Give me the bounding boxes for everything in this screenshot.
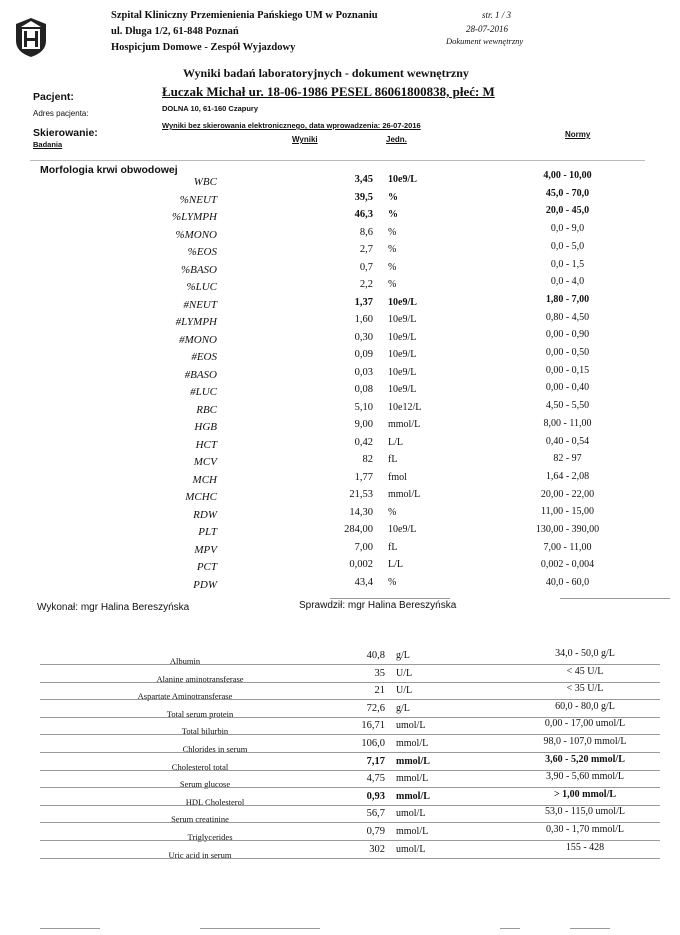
test-value: 0,03: [354, 366, 373, 378]
test-norm: 20,0 - 45,0: [545, 205, 590, 217]
test-unit: 10e9/L: [388, 331, 417, 343]
test-unit: 10e9/L: [388, 174, 417, 185]
test-unit: %: [388, 506, 397, 518]
test-name: Total serum protein: [166, 708, 234, 719]
divider: [330, 598, 450, 599]
referral-label: Skierowanie:: [33, 127, 98, 139]
test-norm: 11,00 - 15,00: [541, 506, 594, 518]
test-value: 302: [369, 843, 385, 855]
test-norm: < 45 U/L: [566, 665, 604, 677]
test-norm: 3,90 - 5,60 mmol/L: [545, 771, 625, 783]
column-jedn: Jedn.: [386, 135, 407, 144]
test-unit: mmol/L: [396, 755, 430, 767]
test-norm: 0,0 - 1,5: [550, 258, 585, 270]
test-name: %BASO: [180, 263, 217, 276]
test-unit: U/L: [396, 685, 413, 697]
row-divider: [40, 858, 660, 859]
test-unit: %: [388, 209, 398, 220]
test-unit: U/L: [396, 667, 413, 679]
test-value: 7,17: [366, 755, 385, 767]
test-norm: 0,00 - 0,15: [545, 364, 590, 376]
test-unit: 10e9/L: [388, 349, 417, 360]
test-unit: fL: [388, 454, 398, 465]
test-value: 72,6: [366, 702, 385, 714]
column-normy: Normy: [565, 130, 591, 139]
test-unit: 10e9/L: [388, 296, 417, 308]
test-value: 1,60: [354, 314, 373, 325]
test-name: Chlorides in serum: [182, 744, 248, 754]
test-value: 1,37: [354, 296, 373, 308]
test-name: MCHC: [185, 491, 217, 503]
test-name: %LYMPH: [171, 211, 217, 223]
test-norm: 53,0 - 115,0 umol/L: [545, 806, 625, 818]
morphology-title: Morfologia krwi obwodowej: [40, 164, 178, 176]
test-norm: 0,40 - 0,54: [545, 435, 590, 447]
divider: [560, 598, 670, 599]
test-name: %MONO: [175, 228, 217, 241]
test-value: 0,30: [354, 331, 373, 343]
test-value: 46,3: [354, 209, 373, 220]
test-unit: mmol/L: [388, 489, 421, 500]
test-name: Aspartate Aminotransferase: [137, 691, 233, 702]
column-badania: Badania: [33, 140, 63, 149]
test-value: 21: [374, 685, 385, 697]
page-number: str. 1 / 3: [482, 10, 512, 20]
test-value: 43,4: [354, 576, 373, 588]
test-name: Total bilurbin: [181, 726, 229, 737]
test-value: 0,08: [354, 384, 373, 395]
test-unit: umol/L: [396, 720, 426, 732]
test-value: 0,09: [354, 349, 373, 360]
test-norm: 8,00 - 11,00: [543, 417, 592, 429]
test-name: MPV: [194, 543, 217, 556]
test-norm: 98,0 - 107,0 mmol/L: [543, 736, 627, 747]
test-name: PLT: [198, 526, 217, 538]
test-norm: 0,0 - 9,0: [550, 223, 585, 235]
test-norm: 45,0 - 70,0: [545, 187, 590, 199]
test-unit: 10e12/L: [388, 401, 422, 413]
test-name: HCT: [195, 438, 217, 451]
test-norm: 3,60 - 5,20 mmol/L: [545, 753, 625, 765]
test-unit: %: [388, 191, 398, 203]
institution-address: ul. Długa 1/2, 61-848 Poznań: [111, 26, 239, 37]
hospital-logo: [9, 15, 53, 59]
test-name: HDL Cholesterol: [185, 796, 245, 807]
institution-name: Szpital Kliniczny Przemienienia Pańskiego UM w Poznaniu: [111, 10, 378, 21]
divider: [570, 928, 610, 929]
test-name: #BASO: [184, 368, 217, 381]
referral-value: Wyniki bez skierowania elektronicznego, data wprowadzenia: 26-07-2016: [162, 121, 421, 130]
test-norm: < 35 U/L: [566, 683, 604, 695]
test-name: Uric acid in serum: [168, 849, 232, 860]
test-name: RDW: [193, 508, 217, 521]
test-unit: 10e9/L: [388, 524, 417, 535]
test-value: 4,75: [366, 773, 385, 785]
test-norm: 155 - 428: [565, 841, 605, 853]
test-norm: 40,0 - 60,0: [545, 577, 590, 589]
test-norm: 130,00 - 390,00: [535, 524, 600, 535]
test-name: #EOS: [191, 351, 217, 363]
test-unit: mmol/L: [396, 738, 429, 749]
test-unit: 10e9/L: [388, 366, 417, 378]
test-name: MCV: [193, 456, 217, 468]
test-value: 106,0: [361, 738, 385, 749]
test-name: #MONO: [179, 333, 217, 346]
test-name: Serum glucose: [179, 779, 231, 790]
test-unit: %: [388, 244, 397, 255]
test-value: 7,00: [354, 541, 373, 553]
department-name: Hospicjum Domowe - Zespół Wyjazdowy: [111, 42, 296, 53]
patient-address: DOLNA 10, 61-160 Czapury: [162, 104, 259, 113]
test-norm: 0,80 - 4,50: [545, 311, 590, 323]
test-value: 2,7: [359, 244, 373, 255]
test-name: RBC: [196, 403, 217, 416]
test-unit: mmol/L: [388, 419, 421, 430]
test-norm: 0,0 - 5,0: [550, 240, 585, 252]
test-norm: 82 - 97: [553, 453, 582, 465]
test-unit: mmol/L: [396, 773, 429, 785]
test-value: 5,10: [354, 401, 373, 413]
test-name: Triglycerides: [187, 832, 233, 842]
test-value: 1,77: [354, 471, 373, 483]
test-norm: 60,0 - 80,0 g/L: [555, 700, 615, 712]
test-name: HGB: [194, 421, 217, 433]
test-name: %NEUT: [179, 193, 217, 206]
test-value: 9,00: [354, 419, 373, 430]
test-value: 39,5: [354, 191, 373, 203]
test-name: %LUC: [186, 281, 217, 293]
test-norm: > 1,00 mmol/L: [553, 788, 617, 800]
section-divider: [30, 160, 645, 161]
test-name: MCH: [192, 473, 217, 486]
test-value: 40,8: [366, 650, 385, 661]
test-norm: 0,00 - 17,00 umol/L: [544, 718, 626, 730]
test-value: 16,71: [361, 720, 385, 732]
test-unit: umol/L: [396, 808, 426, 820]
test-unit: umol/L: [396, 843, 426, 855]
test-unit: L/L: [388, 559, 403, 570]
test-unit: g/L: [396, 702, 410, 714]
patient-name: Łuczak Michał ur. 18-06-1986 PESEL 86061800838, płeć: M: [162, 84, 495, 99]
test-unit: %: [388, 261, 397, 273]
test-value: 2,2: [359, 279, 373, 290]
test-unit: 10e9/L: [388, 384, 417, 395]
test-norm: 0,0 - 4,0: [550, 276, 585, 288]
test-unit: mmol/L: [396, 790, 430, 802]
document-type: Dokument wewnętrzny: [446, 36, 524, 46]
test-value: 8,6: [359, 226, 373, 238]
test-norm: 20,00 - 22,00: [540, 488, 595, 500]
test-unit: %: [388, 226, 397, 238]
test-norm: 1,64 - 2,08: [545, 470, 590, 482]
test-value: 284,00: [344, 524, 373, 535]
test-name: WBC: [193, 176, 217, 188]
document-date: 28-07-2016: [466, 24, 508, 34]
test-norm: 0,30 - 1,70 mmol/L: [545, 824, 625, 835]
test-unit: 10e9/L: [388, 314, 417, 325]
test-norm: 34,0 - 50,0 g/L: [555, 648, 615, 659]
test-norm: 4,50 - 5,50: [545, 400, 590, 412]
test-value: 0,42: [354, 436, 373, 448]
test-name: #LYMPH: [175, 316, 217, 328]
test-value: 0,002: [349, 559, 373, 570]
performed-by: Wykonał: mgr Halina Bereszyńska: [37, 602, 190, 613]
divider: [200, 928, 320, 929]
document-title: Wyniki badań laboratoryjnych - dokument wewnętrzny: [183, 66, 469, 80]
test-unit: fL: [388, 541, 398, 553]
test-norm: 0,002 - 0,004: [540, 559, 595, 571]
test-name: Serum creatinine: [171, 814, 229, 825]
test-value: 0,93: [366, 790, 385, 802]
test-value: 82: [362, 454, 373, 465]
divider: [500, 928, 520, 929]
test-unit: %: [388, 279, 397, 290]
test-norm: 1,80 - 7,00: [545, 293, 590, 305]
test-name: Cholesterol total: [171, 761, 229, 772]
test-unit: mmol/L: [396, 826, 429, 837]
test-unit: L/L: [388, 436, 403, 448]
test-norm: 0,00 - 0,40: [545, 382, 590, 394]
test-unit: %: [388, 576, 397, 588]
test-value: 35: [374, 667, 385, 679]
test-unit: fmol: [388, 471, 407, 483]
checked-by: Sprawdził: mgr Halina Bereszyńska: [299, 600, 457, 611]
test-name: #LUC: [190, 386, 217, 398]
test-name: %EOS: [187, 246, 217, 258]
test-norm: 0,00 - 0,50: [545, 347, 590, 358]
patient-label: Pacjent:: [33, 91, 74, 103]
column-wyniki: Wyniki: [292, 135, 318, 144]
patient-address-label: Adres pacjenta:: [33, 109, 89, 118]
test-value: 56,7: [366, 808, 385, 820]
test-unit: g/L: [396, 650, 410, 661]
test-name: PCT: [196, 561, 217, 573]
test-value: 0,79: [366, 826, 385, 837]
test-name: #NEUT: [183, 298, 217, 311]
test-value: 3,45: [354, 174, 373, 185]
test-name: Albumin: [169, 656, 201, 666]
test-value: 21,53: [349, 489, 373, 500]
test-norm: 4,00 - 10,00: [543, 170, 592, 181]
test-norm: 0,00 - 0,90: [545, 329, 590, 341]
test-name: PDW: [193, 578, 217, 591]
divider: [40, 928, 100, 929]
test-value: 14,30: [349, 506, 373, 518]
test-value: 0,7: [359, 261, 373, 273]
test-norm: 7,00 - 11,00: [543, 541, 592, 553]
test-name: Alanine aminotransferase: [156, 673, 244, 684]
